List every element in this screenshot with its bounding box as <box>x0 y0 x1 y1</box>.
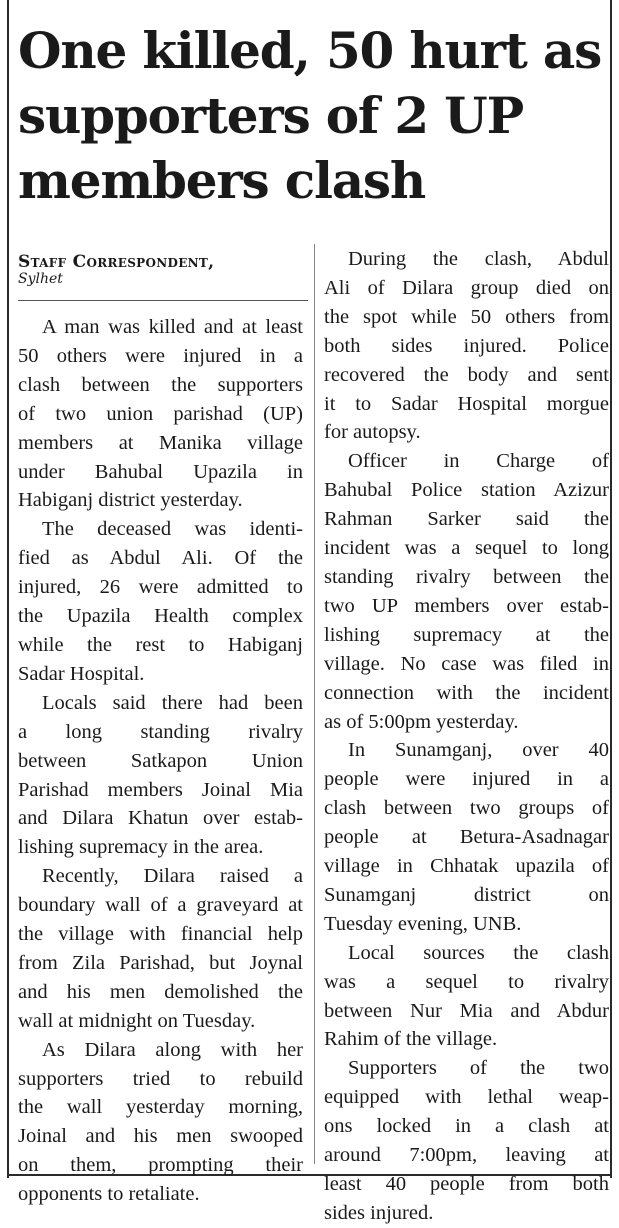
byline-divider <box>18 300 308 301</box>
text-line: the spot while 50 others from <box>324 305 609 328</box>
text-line: Sunamganj district on <box>324 883 609 906</box>
text-line: As Dilara along with her <box>42 1038 303 1061</box>
text-line: the wall yesterday morning, <box>18 1096 303 1119</box>
article-paragraph <box>18 515 303 688</box>
text-line: and his men demolished the <box>18 980 303 1003</box>
text-line: Ali of Dilara group died on <box>324 276 609 299</box>
text-line: lishing supremacy at the <box>324 623 609 646</box>
text-line: injured, 26 were admitted to <box>18 576 303 599</box>
text-line: was a sequel to rivalry <box>324 970 609 993</box>
text-line: a long standing rivalry <box>18 720 303 743</box>
text-line: people were injured in a <box>324 768 609 791</box>
article-column-1 <box>18 313 303 1209</box>
text-line: of two union parishad (UP) <box>18 402 303 425</box>
text-line: During the clash, Abdul <box>348 248 609 270</box>
text-line: people at Betura-Asadnagar <box>324 826 609 849</box>
article-paragraph <box>324 939 609 1055</box>
article-paragraph <box>18 1036 303 1209</box>
text-line: Supporters of the two <box>348 1057 609 1080</box>
text-line: under Bahubal Upazila in <box>18 460 303 483</box>
text-line: on them, prompting their <box>18 1154 303 1177</box>
text-line: members at Manika village <box>18 431 303 454</box>
text-line: and Dilara Khatun over estab- <box>18 807 303 830</box>
article-paragraph <box>324 245 609 447</box>
text-line: equipped with lethal weap- <box>324 1086 609 1109</box>
text-line: clash between two groups of <box>324 797 609 820</box>
text-line: Habiganj district yesterday. <box>18 489 243 512</box>
text-line: Local sources the clash <box>348 941 609 964</box>
text-line: least 40 people from both <box>324 1173 609 1195</box>
text-line: village. No case was filed in <box>324 652 609 675</box>
text-line: Officer in Charge of <box>348 450 609 473</box>
text-line: recovered the body and sent <box>324 363 609 386</box>
text-line: A man was killed and at least <box>42 316 303 338</box>
text-line: village in Chhatak upazila of <box>324 855 609 878</box>
text-line: wall at midnight on Tuesday. <box>18 1009 256 1032</box>
text-line: Tuesday evening, UNB. <box>324 912 522 935</box>
text-line: boundary wall of a graveyard at <box>18 894 303 917</box>
article-paragraph <box>324 1054 609 1227</box>
text-line: The deceased was identi- <box>42 518 303 541</box>
text-line: it to Sadar Hospital morgue <box>324 392 609 415</box>
text-line: Recently, Dilara raised a <box>42 865 303 888</box>
text-line: clash between the supporters <box>18 373 303 396</box>
headline <box>18 18 608 213</box>
text-line: standing rivalry between the <box>324 565 609 588</box>
left-column-rule <box>7 0 9 1178</box>
text-line: Rahim of the village. <box>324 1028 498 1051</box>
text-line: In Sunamganj, over 40 <box>348 739 609 762</box>
article-paragraph <box>18 862 303 1035</box>
headline-line: members clash <box>18 151 426 210</box>
column-divider <box>314 244 315 1164</box>
text-line: supporters tried to rebuild <box>18 1067 303 1090</box>
text-line: Rahman Sarker said the <box>324 508 609 531</box>
article-paragraph <box>324 447 609 736</box>
text-line: connection with the incident <box>324 681 609 704</box>
text-line: between Nur Mia and Abdur <box>324 999 609 1022</box>
text-line: incident was a sequel to long <box>324 537 609 560</box>
text-line: sides injured. <box>324 1201 434 1224</box>
text-line: the village with financial help <box>18 923 303 946</box>
text-line: as of 5:00pm yesterday. <box>324 710 519 733</box>
text-line: fied as Abdul Ali. Of the <box>18 547 303 570</box>
text-line: from Zila Parishad, but Joynal <box>18 951 303 974</box>
right-column-rule <box>610 0 612 1178</box>
headline-line: One killed, 50 hurt as <box>18 21 602 80</box>
text-line: two UP members over estab- <box>324 594 609 617</box>
text-line: while the rest to Habiganj <box>18 633 303 656</box>
text-line: ons locked in a clash at <box>324 1115 609 1138</box>
text-line: Joinal and his men swooped <box>18 1125 303 1148</box>
text-line: between Satkapon Union <box>18 749 303 772</box>
text-line: Parishad members Joinal Mia <box>18 778 303 801</box>
dateline: Sylhet <box>18 271 63 287</box>
article-paragraph <box>324 736 609 938</box>
text-line: 50 others were injured in a <box>18 344 303 367</box>
byline: Staff Correspondent, <box>18 252 215 272</box>
article-paragraph <box>18 689 303 862</box>
text-line: lishing supremacy in the area. <box>18 836 264 859</box>
text-line: Locals said there had been <box>42 691 303 714</box>
text-line: opponents to retaliate. <box>18 1183 200 1206</box>
text-line: Sadar Hospital. <box>18 662 145 685</box>
headline-line: supporters of 2 UP <box>18 86 523 145</box>
article-column-2 <box>324 245 609 1228</box>
article-paragraph <box>18 313 303 515</box>
text-line: the Upazila Health complex <box>18 605 303 628</box>
text-line: Bahubal Police station Azizur <box>324 479 609 502</box>
text-line: for autopsy. <box>324 421 421 444</box>
text-line: around 7:00pm, leaving at <box>324 1144 609 1167</box>
text-line: both sides injured. Police <box>324 334 609 357</box>
